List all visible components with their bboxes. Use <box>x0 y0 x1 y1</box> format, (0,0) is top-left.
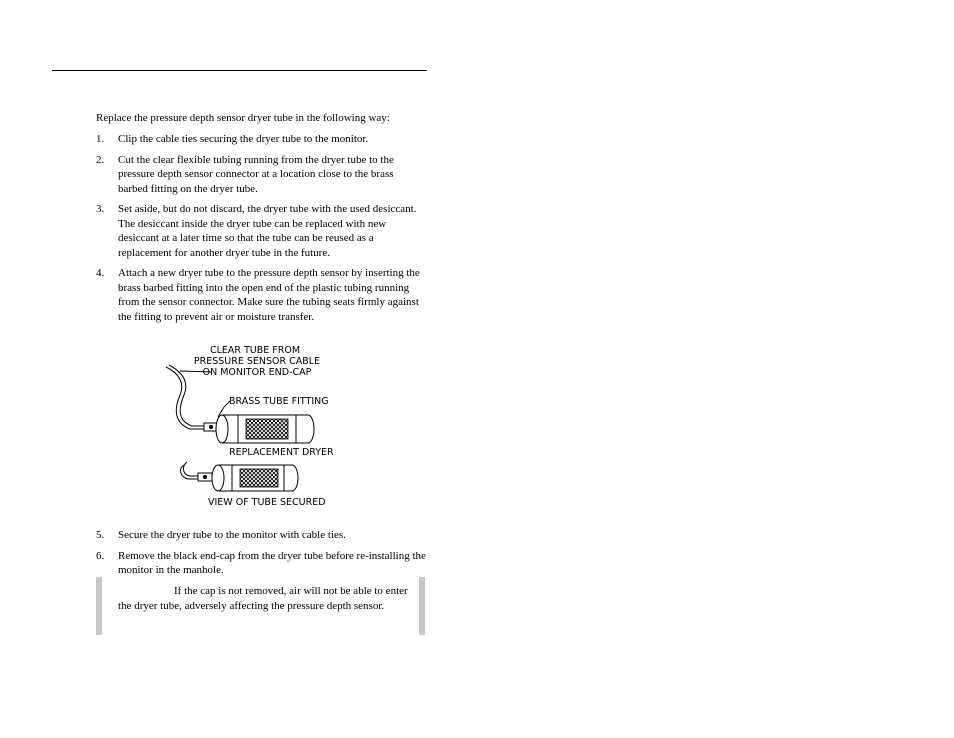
note-text: If the cap is not removed, air will not be able to enter the dryer tube, adversely affecting the pressure depth sensor. <box>118 585 408 612</box>
desiccant-mesh-lower <box>240 469 278 487</box>
step-item <box>96 202 426 260</box>
header-rule <box>52 70 427 71</box>
step-text: Remove the black end-cap from the dryer tube before re-installing the monitor in the manhole. <box>118 549 426 576</box>
step-item <box>96 132 426 147</box>
dryer-tube-figure <box>160 343 350 513</box>
steps-list-before <box>96 132 426 330</box>
step-number: 1. <box>96 133 105 145</box>
step-text: Cut the clear flexible tubing running from the dryer tube to the pressure depth sensor connector at a location close to the brass barbed fitting on the dryer tube. <box>118 153 394 195</box>
desiccant-mesh-upper <box>246 419 288 439</box>
step-item <box>96 528 426 543</box>
label-tube-secured: VIEW OF TUBE SECURED <box>208 497 326 508</box>
step-number: 5. <box>96 529 105 541</box>
step-text: Secure the dryer tube to the monitor with cable ties. <box>118 529 346 541</box>
step-number: 3. <box>96 203 105 215</box>
step-number: 6. <box>96 549 105 562</box>
step-text: Attach a new dryer tube to the pressure depth sensor by inserting the brass barbed fitting into the open end of the plastic tubing running from the sensor connector. Make sure the tubing seats firmly against the fitting to prevent air or moisture transfer. <box>118 267 420 323</box>
step-number: 4. <box>96 267 105 279</box>
note-box <box>96 577 425 635</box>
step-item <box>96 266 426 324</box>
clear-tube-upper <box>166 367 204 429</box>
step-text: Clip the cable ties securing the dryer tube to the monitor. <box>118 133 369 145</box>
step-text: Set aside, but do not discard, the dryer tube with the used desiccant. The desiccant inside the dryer tube can be replaced with new desiccant at a later time so that the tube can be reused as a replacement for another dryer tube in the future. <box>118 203 417 259</box>
label-clear-tube-line1: CLEAR TUBE FROM <box>209 345 301 356</box>
step-item <box>96 549 426 578</box>
intro-text: Replace the pressure depth sensor dryer tube in the following way: <box>96 112 390 124</box>
steps-list-after <box>96 528 426 584</box>
label-replacement-dryer: REPLACEMENT DRYER <box>229 447 334 458</box>
label-brass-fitting: BRASS TUBE FITTING <box>229 396 329 407</box>
step-number: 2. <box>96 153 105 166</box>
step-item <box>96 153 426 197</box>
label-clear-tube-line2: PRESSURE SENSOR CABLE <box>193 356 321 367</box>
label-clear-tube-line3: ON MONITOR END-CAP <box>202 367 312 378</box>
